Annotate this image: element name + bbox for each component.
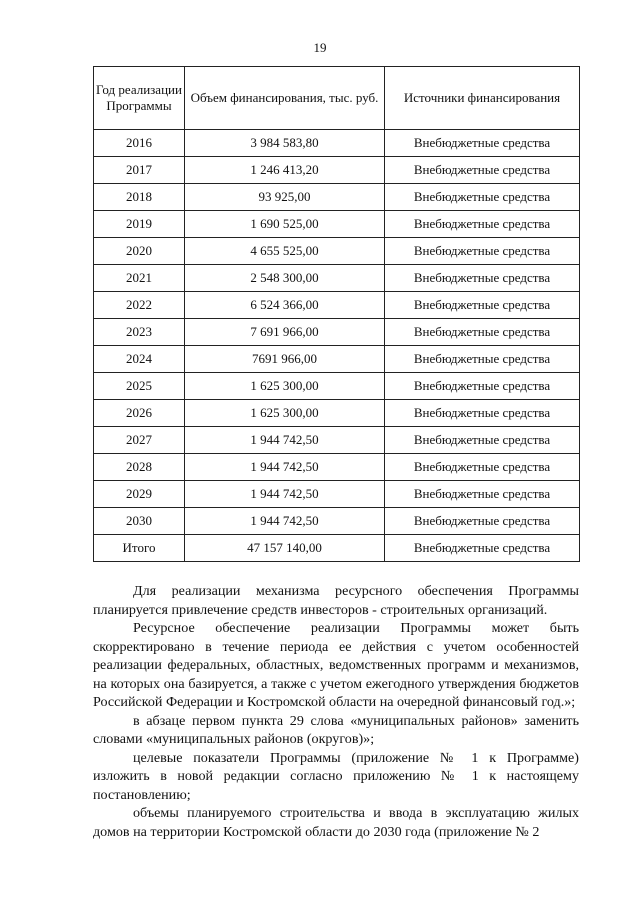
paragraph: Для реализации механизма ресурсного обеспечения Программы планируется привлечение средств инвесторов - строительных организаций. [93, 583, 579, 618]
cell-source: Внебюджетные средства [385, 373, 580, 400]
cell-source: Внебюджетные средства [385, 427, 580, 454]
cell-source: Внебюджетные средства [385, 211, 580, 238]
table-row [94, 319, 580, 346]
cell-source: Внебюджетные средства [385, 508, 580, 535]
cell-amount: 1 690 525,00 [185, 211, 385, 238]
cell-year: 2029 [94, 481, 185, 508]
cell-amount: 1 246 413,20 [185, 157, 385, 184]
cell-amount: 7 691 966,00 [185, 319, 385, 346]
table-row [94, 535, 580, 562]
cell-amount: 93 925,00 [185, 184, 385, 211]
cell-year: 2020 [94, 238, 185, 265]
cell-source: Внебюджетные средства [385, 292, 580, 319]
cell-amount: 1 944 742,50 [185, 481, 385, 508]
cell-source: Внебюджетные средства [385, 535, 580, 562]
table-row [94, 292, 580, 319]
cell-source: Внебюджетные средства [385, 481, 580, 508]
cell-amount: 6 524 366,00 [185, 292, 385, 319]
cell-amount: 1 625 300,00 [185, 400, 385, 427]
cell-source: Внебюджетные средства [385, 319, 580, 346]
cell-year: 2025 [94, 373, 185, 400]
cell-year: 2021 [94, 265, 185, 292]
cell-source: Внебюджетные средства [385, 130, 580, 157]
cell-year: 2017 [94, 157, 185, 184]
cell-source: Внебюджетные средства [385, 454, 580, 481]
header-year: Год реализации Программы [94, 67, 185, 130]
table-row [94, 427, 580, 454]
cell-amount: 2 548 300,00 [185, 265, 385, 292]
page-number: 19 [313, 40, 327, 55]
table-row [94, 508, 580, 535]
table-row [94, 157, 580, 184]
header-source: Источники финансирования [385, 67, 580, 130]
table-row [94, 184, 580, 211]
header-amount: Объем финансирования, тыс. руб. [185, 67, 385, 130]
table-row [94, 481, 580, 508]
body-text [93, 582, 579, 841]
cell-source: Внебюджетные средства [385, 238, 580, 265]
cell-source: Внебюджетные средства [385, 265, 580, 292]
cell-amount: 1 944 742,50 [185, 427, 385, 454]
table-row [94, 400, 580, 427]
cell-year: 2023 [94, 319, 185, 346]
cell-amount: 7691 966,00 [185, 346, 385, 373]
cell-year: Итого [94, 535, 185, 562]
cell-year: 2024 [94, 346, 185, 373]
table-row [94, 373, 580, 400]
cell-year: 2016 [94, 130, 185, 157]
cell-source: Внебюджетные средства [385, 346, 580, 373]
cell-amount: 3 984 583,80 [185, 130, 385, 157]
cell-amount: 4 655 525,00 [185, 238, 385, 265]
cell-amount: 1 944 742,50 [185, 454, 385, 481]
cell-year: 2019 [94, 211, 185, 238]
table-row [94, 346, 580, 373]
cell-year: 2030 [94, 508, 185, 535]
cell-year: 2026 [94, 400, 185, 427]
cell-year: 2027 [94, 427, 185, 454]
table-row [94, 454, 580, 481]
table-row [94, 265, 580, 292]
cell-year: 2018 [94, 184, 185, 211]
financing-table [93, 66, 580, 562]
cell-year: 2022 [94, 292, 185, 319]
cell-amount: 1 944 742,50 [185, 508, 385, 535]
table-row [94, 238, 580, 265]
table-row [94, 211, 580, 238]
cell-source: Внебюджетные средства [385, 157, 580, 184]
cell-source: Внебюджетные средства [385, 184, 580, 211]
paragraph: объемы планируемого строительства и ввода в эксплуатацию жилых домов на территории Костромской области до 2030 года (приложение № 2 [93, 805, 579, 840]
paragraph: в абзаце первом пункта 29 слова «муниципальных районов» заменить словами «муниципальных районов (округов)»; [93, 712, 579, 747]
cell-amount: 47 157 140,00 [185, 535, 385, 562]
paragraph: целевые показатели Программы (приложение № 1 к Программе) изложить в новой редакции согласно приложению № 1 к настоящему постановлению; [93, 749, 579, 803]
cell-year: 2028 [94, 454, 185, 481]
table-row [94, 130, 580, 157]
cell-source: Внебюджетные средства [385, 400, 580, 427]
table-header-row [94, 67, 580, 130]
paragraph: Ресурсное обеспечение реализации Программы может быть скорректировано в течение периода ее действия с учетом особенностей реализации федеральных, областных, ведомственных программ и механизмов, на которых она базируется, а также с учетом ежегодного утверждения бюджетов Российской Федерации и Костромской области на очередной финансовый год.»; [93, 620, 579, 710]
cell-amount: 1 625 300,00 [185, 373, 385, 400]
